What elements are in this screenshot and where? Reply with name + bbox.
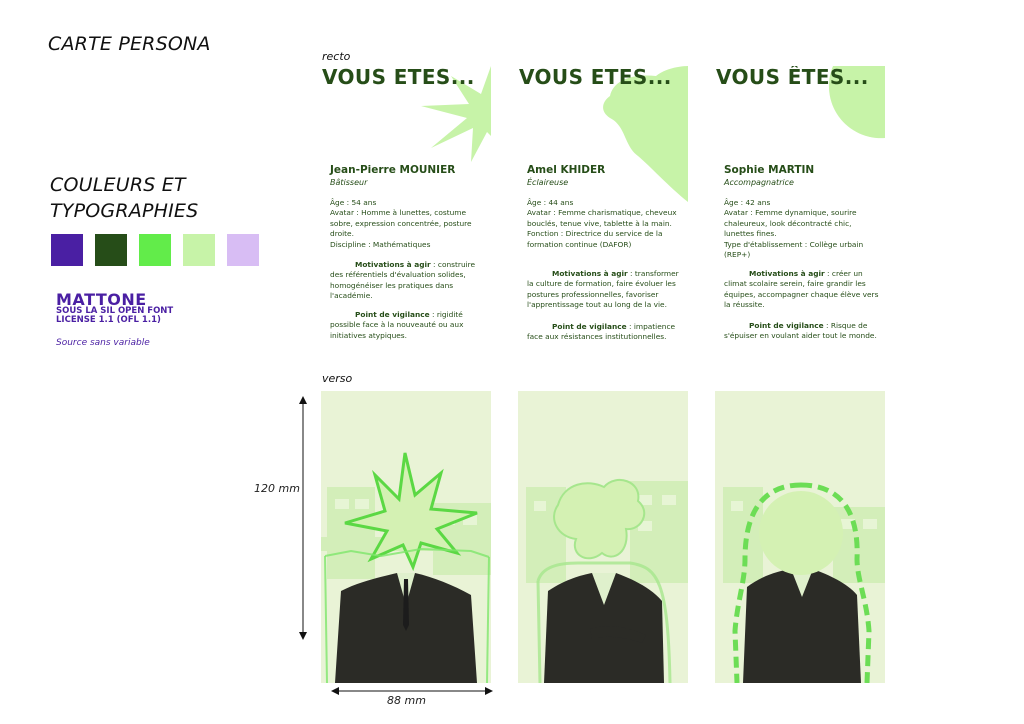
persona-avatar: Avatar : Femme dynamique, sourire chaleureux, look décontracté chic, lunettes fines. [724, 208, 857, 239]
persona-card-verso-1 [321, 391, 491, 683]
motivation-text: : construire des référentiels d'évaluation solides, homogénéiser les pratiques dans l'académie. [330, 260, 476, 301]
color-swatch-lilac [227, 234, 259, 266]
persona-extra: Fonction : Directrice du service de la formation continue (DAFOR) [527, 229, 663, 249]
height-dimension-label: 120 mm [254, 482, 300, 495]
persona-extra: Type d'établissement : Collège urbain (REP+) [724, 239, 864, 260]
motivation-text: : créer un climat scolaire serein, faire grandir les équipes, accompagner chaque élève vers la réussite. [724, 269, 879, 310]
page-title: CARTE PERSONA [48, 33, 211, 55]
font-name: MATTONE [56, 290, 147, 309]
persona-info [724, 198, 882, 260]
card-heading: VOUS ETES... [519, 66, 672, 89]
persona-card-recto-1 [321, 66, 491, 356]
color-swatch-bright-green [139, 234, 171, 266]
persona-role: Éclaireuse [527, 178, 569, 187]
recto-label: recto [322, 50, 351, 63]
motivation-label: Motivations à agir [355, 260, 431, 269]
persona-motivation [724, 269, 882, 311]
circle-head-icon [759, 491, 843, 575]
persona-vigilance [330, 310, 488, 341]
color-swatch-dark-green [95, 234, 127, 266]
font-license-line1: SOUS LA SIL OPEN FONT [56, 306, 174, 316]
font-license-line2: LICENSE 1.1 (OFL 1.1) [56, 315, 161, 325]
persona-illustration-3 [715, 391, 885, 683]
persona-avatar: Avatar : Femme charismatique, cheveux bouclés, tenue vive, tablette à la main. [527, 208, 677, 228]
card-heading: VOUS ÊTES... [716, 66, 869, 89]
font-source: Source sans variable [56, 338, 150, 348]
persona-age: Âge : 42 ans [724, 198, 771, 207]
persona-illustration-2 [518, 391, 688, 683]
motivation-label: Motivations à agir [749, 269, 825, 278]
persona-motivation [330, 260, 488, 302]
vigilance-text: : impatience face aux résistances institutionnelles. [527, 322, 676, 342]
vigilance-text: : rigidité possible face à la nouveauté ou aux initiatives atypiques. [330, 310, 464, 340]
font-license [56, 307, 246, 325]
persona-illustration-1 [321, 391, 491, 683]
persona-extra: Discipline : Mathématiques [330, 239, 431, 249]
vigilance-label: Point de vigilance [552, 322, 627, 331]
colors-section-title: COULEURS ET TYPOGRAPHIES [50, 174, 199, 222]
color-swatch-purple [51, 234, 83, 266]
persona-card-verso-2 [518, 391, 688, 683]
motivation-label: Motivations à agir [552, 269, 628, 278]
persona-age: Âge : 54 ans [330, 198, 377, 207]
persona-card-recto-3 [715, 66, 885, 356]
card-heading: VOUS ETES... [322, 66, 475, 89]
persona-role: Accompagnatrice [724, 178, 794, 187]
persona-avatar: Avatar : Homme à lunettes, costume sobre, expression concentrée, posture droite. [330, 208, 472, 239]
persona-card-verso-3 [715, 391, 885, 683]
persona-name: Jean-Pierre MOUNIER [330, 164, 456, 176]
vigilance-label: Point de vigilance [749, 321, 824, 330]
vigilance-text: : Risque de s'épuiser en voulant aider tout le monde. [724, 321, 877, 341]
persona-card-recto-2 [518, 66, 688, 356]
persona-name: Amel KHIDER [527, 164, 606, 176]
persona-vigilance [724, 321, 882, 342]
verso-label: verso [322, 372, 353, 385]
persona-age: Âge : 44 ans [527, 198, 574, 207]
color-swatch-light-green [183, 234, 215, 266]
persona-name: Sophie MARTIN [724, 164, 815, 176]
width-dimension-label: 88 mm [387, 694, 426, 707]
persona-motivation [527, 269, 685, 311]
height-dimension-arrow [296, 396, 310, 640]
persona-role: Bâtisseur [330, 178, 368, 187]
persona-info [330, 198, 488, 250]
vigilance-label: Point de vigilance [355, 310, 430, 319]
persona-vigilance [527, 322, 685, 343]
motivation-text: : transformer la culture de formation, faire évoluer les postures professionnelles, favoriser l'apprentissage tout au long de la vie. [527, 269, 679, 310]
